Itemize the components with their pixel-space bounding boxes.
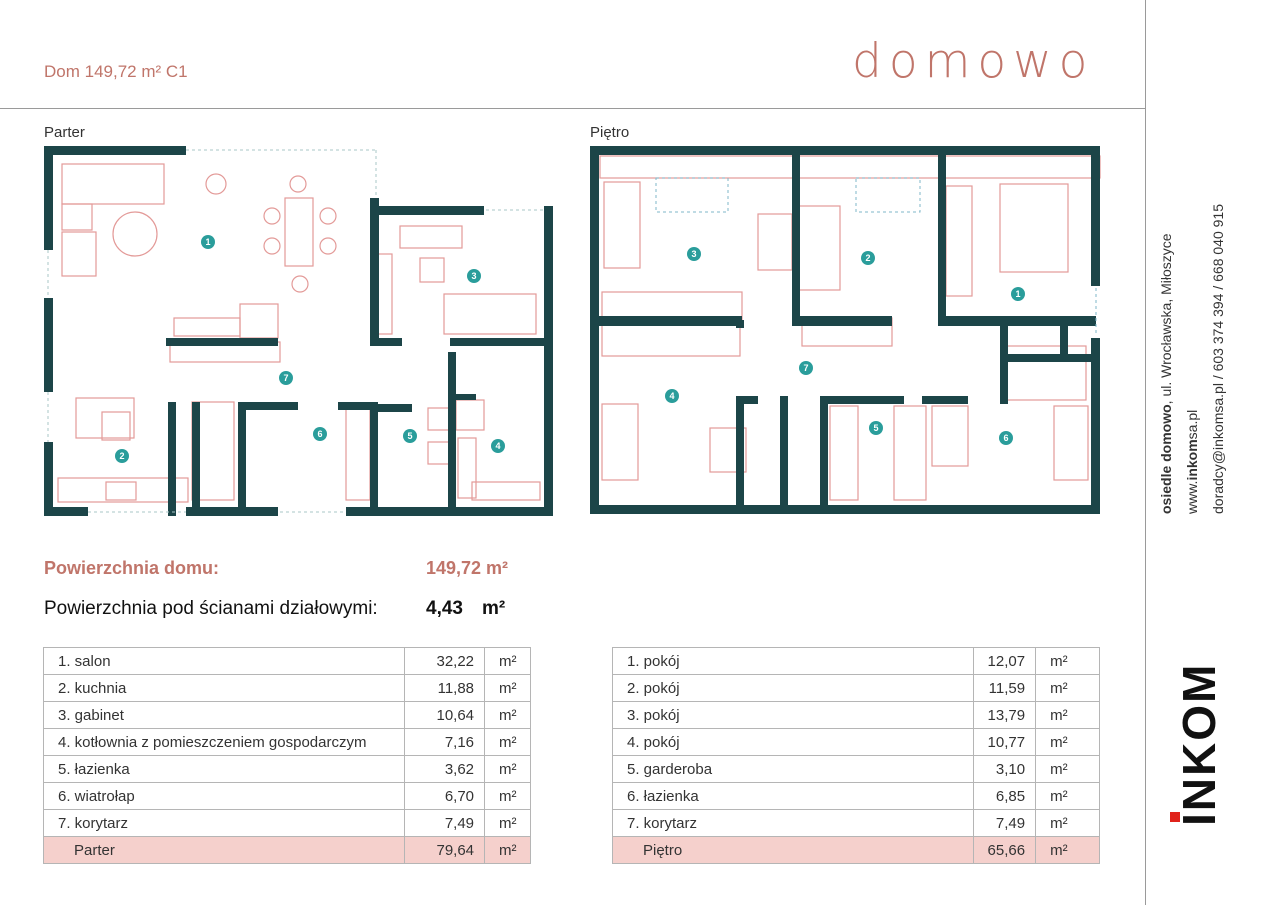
website-suffix: sa.pl [1184, 409, 1200, 440]
ground-marker-7: 7 [283, 373, 289, 383]
room-area: 7,16 [405, 729, 485, 756]
walls-area-label: Powierzchnia pod ścianami działowymi: [44, 598, 378, 619]
room-name: 3. pokój [613, 702, 974, 729]
table-row [613, 783, 1100, 810]
room-name: 6. wiatrołap [44, 783, 405, 810]
upper-marker-3: 3 [691, 249, 697, 259]
room-unit: m² [1036, 702, 1100, 729]
estate-name: osiedle domowo [1158, 404, 1174, 514]
room-area: 13,79 [974, 702, 1036, 729]
upper-marker-1: 1 [1015, 289, 1021, 299]
room-unit: m² [1036, 648, 1100, 675]
header-divider [0, 108, 1145, 109]
room-name: 7. korytarz [613, 810, 974, 837]
ground-marker-6: 6 [317, 429, 323, 439]
contact-info: doradcy@inkomsa.pl / 603 374 394 / 668 040 915 [1210, 204, 1226, 514]
table-row [613, 648, 1100, 675]
room-unit: m² [1036, 810, 1100, 837]
room-name: 5. łazienka [44, 756, 405, 783]
upper-marker-7: 7 [803, 363, 809, 373]
room-unit: m² [1036, 783, 1100, 810]
plan-title: Dom 149,72 m² C1 [44, 62, 188, 81]
upper-marker-4: 4 [669, 391, 675, 401]
upper-marker-5: 5 [873, 423, 879, 433]
room-name: 1. salon [44, 648, 405, 675]
table-row [44, 729, 531, 756]
ground-floor-plan [40, 142, 556, 518]
upper-floor-table [612, 647, 1100, 864]
room-unit: m² [1036, 756, 1100, 783]
room-name: 4. pokój [613, 729, 974, 756]
room-unit: m² [485, 810, 531, 837]
inkom-logo: INKOM [1173, 662, 1225, 826]
total-unit: m² [485, 837, 531, 864]
room-name: 3. gabinet [44, 702, 405, 729]
total-name: Piętro [613, 837, 974, 864]
total-area: 79,64 [405, 837, 485, 864]
room-area: 7,49 [405, 810, 485, 837]
room-unit: m² [485, 648, 531, 675]
house-area-value: 149,72 m² [426, 558, 509, 578]
room-unit: m² [485, 756, 531, 783]
table-row [613, 756, 1100, 783]
room-name: 4. kotłownia z pomieszczeniem gospodarczym [44, 729, 405, 756]
upper-floor-plan [586, 142, 1104, 518]
room-unit: m² [485, 729, 531, 756]
estate-street: , ul. Wrocławska, Miłoszyce [1158, 233, 1174, 405]
room-name: 2. pokój [613, 675, 974, 702]
room-unit: m² [485, 783, 531, 810]
room-name: 6. łazienka [613, 783, 974, 810]
table-total-row [44, 837, 531, 864]
website-link[interactable] [1184, 410, 1200, 514]
room-name: 2. kuchnia [44, 675, 405, 702]
estate-address [1158, 233, 1174, 514]
walls-area-unit: m² [482, 598, 506, 619]
room-unit: m² [485, 702, 531, 729]
room-area: 11,88 [405, 675, 485, 702]
room-area: 7,49 [974, 810, 1036, 837]
domowo-logo: domowo [852, 34, 1095, 89]
website-brand: inkom [1184, 439, 1200, 481]
room-area: 6,70 [405, 783, 485, 810]
ground-marker-3: 3 [471, 271, 477, 281]
table-row [44, 675, 531, 702]
room-area: 6,85 [974, 783, 1036, 810]
upper-floor-label: Piętro [590, 124, 630, 141]
table-row [44, 756, 531, 783]
room-area: 11,59 [974, 675, 1036, 702]
table-row [44, 783, 531, 810]
table-row [613, 729, 1100, 756]
website-prefix: www. [1184, 480, 1200, 514]
table-row [613, 702, 1100, 729]
room-name: 7. korytarz [44, 810, 405, 837]
table-row [44, 702, 531, 729]
upper-windows [656, 178, 1096, 336]
ground-marker-5: 5 [407, 431, 413, 441]
room-area: 3,62 [405, 756, 485, 783]
upper-walls [590, 146, 1100, 514]
room-area: 10,64 [405, 702, 485, 729]
ground-floor-label: Parter [44, 124, 85, 141]
room-unit: m² [1036, 729, 1100, 756]
room-area: 32,22 [405, 648, 485, 675]
ground-marker-2: 2 [119, 451, 125, 461]
room-area: 3,10 [974, 756, 1036, 783]
total-name: Parter [44, 837, 405, 864]
room-name: 5. garderoba [613, 756, 974, 783]
room-name: 1. pokój [613, 648, 974, 675]
ground-marker-1: 1 [205, 237, 211, 247]
room-area: 10,77 [974, 729, 1036, 756]
upper-marker-2: 2 [865, 253, 871, 263]
table-row [613, 810, 1100, 837]
upper-marker-6: 6 [1003, 433, 1009, 443]
sidebar-divider [1145, 0, 1146, 905]
room-unit: m² [485, 675, 531, 702]
ground-marker-4: 4 [495, 441, 501, 451]
upper-furniture [600, 156, 1100, 500]
house-area-label: Powierzchnia domu: [44, 558, 220, 578]
room-unit: m² [1036, 675, 1100, 702]
table-row [44, 648, 531, 675]
table-row [44, 810, 531, 837]
total-area: 65,66 [974, 837, 1036, 864]
table-row [613, 675, 1100, 702]
room-area: 12,07 [974, 648, 1036, 675]
ground-floor-table [43, 647, 531, 864]
total-unit: m² [1036, 837, 1100, 864]
table-total-row [613, 837, 1100, 864]
walls-area-value: 4,43 [426, 598, 463, 619]
